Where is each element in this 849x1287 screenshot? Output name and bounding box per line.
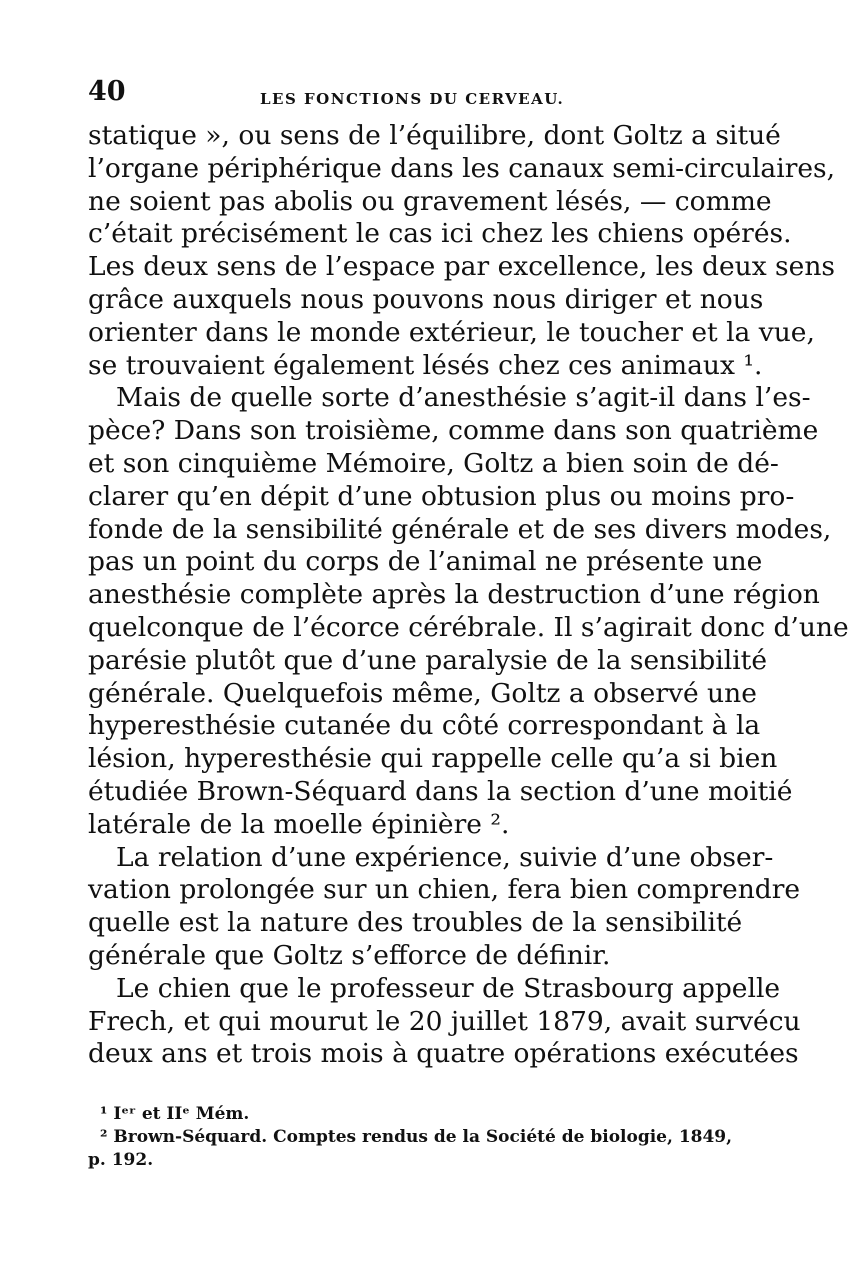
text-line: Mais de quelle sorte d’anesthésie s’agit-il dans l’es- xyxy=(116,382,811,414)
text-line: deux ans et trois mois à quatre opérations exécutées xyxy=(88,1038,799,1070)
running-head: LES FONCTIONS DU CERVEAU. xyxy=(260,90,565,108)
text-line: ne soient pas abolis ou gravement lésés, — comme xyxy=(88,185,772,217)
text-line: Le chien que le professeur de Strasbourg appelle xyxy=(116,972,781,1004)
text-line: lésion, hyperesthésie qui rappelle celle qu’a si bien xyxy=(88,743,778,775)
text-line: Frech, et qui mourut le 20 juillet 1879, avait survécu xyxy=(88,1005,801,1037)
page-number: 40 xyxy=(88,76,126,107)
text-line: parésie plutôt que d’une paralysie de la sensibilité xyxy=(88,644,768,676)
footnotes xyxy=(88,1103,733,1172)
text-line: fonde de la sensibilité générale et de ses divers modes, xyxy=(88,513,832,545)
text-line: pas un point du corps de l’animal ne présente une xyxy=(88,546,763,578)
text-line: quelle est la nature des troubles de la sensibilité xyxy=(88,907,743,939)
text-line: Les deux sens de l’espace par excellence, les deux sens xyxy=(88,251,836,283)
text-line: c’était précisément le cas ici chez les chiens opérés. xyxy=(88,218,792,250)
text-line: étudiée Brown-Séquard dans la section d’une moitié xyxy=(88,775,793,807)
text-line: latérale de la moelle épinière ². xyxy=(88,808,510,840)
footnote-2-continuation: p. 192. xyxy=(88,1150,154,1170)
text-line: grâce auxquels nous pouvons nous diriger et nous xyxy=(88,283,764,315)
text-line: quelconque de l’écorce cérébrale. Il s’agirait donc d’une xyxy=(88,611,849,643)
text-line: statique », ou sens de l’équilibre, dont Goltz a situé xyxy=(88,120,781,151)
page-header xyxy=(88,76,708,116)
text-line: et son cinquième Mémoire, Goltz a bien soin de dé- xyxy=(88,447,779,479)
text-line: l’organe périphérique dans les canaux semi-circulaires, xyxy=(88,152,836,184)
footnote-2: ² Brown-Séquard. Comptes rendus de la Société de biologie, 1849, xyxy=(100,1127,733,1147)
text-line: anesthésie complète après la destruction d’une région xyxy=(88,579,820,611)
text-line: clarer qu’en dépit d’une obtusion plus ou moins pro- xyxy=(88,480,795,512)
text-line: La relation d’une expérience, suivie d’une obser- xyxy=(116,841,774,873)
text-line: générale. Quelquefois même, Goltz a observé une xyxy=(88,677,757,709)
text-line: se trouvaient également lésés chez ces animaux ¹. xyxy=(88,349,763,381)
body-text xyxy=(88,120,849,1071)
text-line: pèce? Dans son troisième, comme dans son quatrième xyxy=(88,415,819,447)
text-line: orienter dans le monde extérieur, le toucher et la vue, xyxy=(88,316,815,348)
footnote-1: ¹ Iᵉʳ et IIᵉ Mém. xyxy=(100,1104,250,1124)
text-line: vation prolongée sur un chien, fera bien comprendre xyxy=(88,874,801,906)
text-line: générale que Goltz s’efforce de définir. xyxy=(88,939,611,971)
text-line: hyperesthésie cutanée du côté correspondant à la xyxy=(88,710,761,742)
